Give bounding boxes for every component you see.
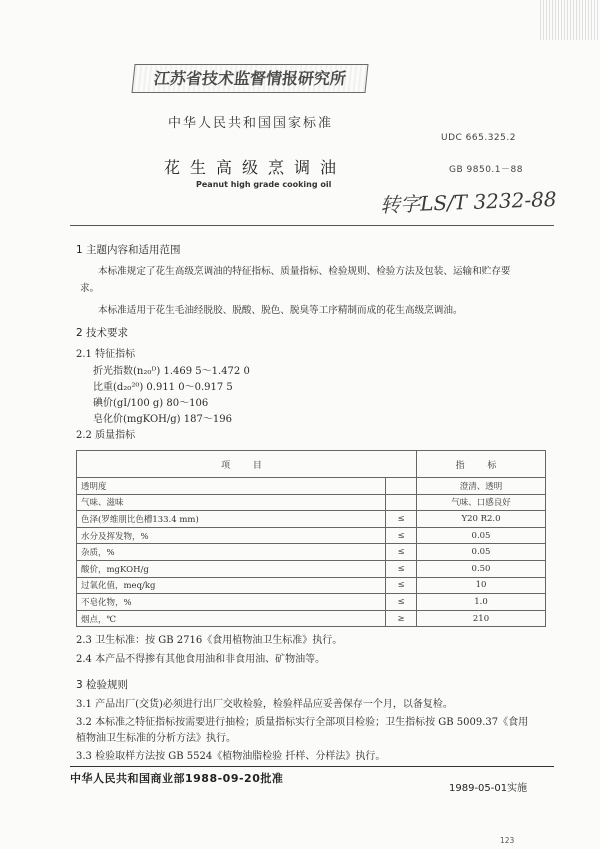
standard-name: 中华人民共和国国家标准: [168, 116, 334, 131]
table-row: [77, 594, 546, 611]
table-cell-operator: ≤: [386, 527, 417, 544]
column-header-item: 项 目: [77, 451, 417, 478]
section-1-heading: 1 主题内容和适用范围: [76, 244, 181, 256]
table-cell-operator: ≤: [386, 560, 417, 577]
table-cell-operator: ≤: [386, 544, 417, 561]
table-cell-item: 气味、滋味: [77, 494, 386, 511]
table-cell-operator: [386, 494, 417, 511]
table-cell-item: 不皂化物，%: [77, 594, 386, 611]
section-2-heading: 2 技术要求: [76, 327, 129, 339]
table-cell-item: 透明度: [77, 478, 386, 495]
table-row: [77, 544, 546, 561]
section-2-4: 2.4 本产品不得掺有其他食用油和非食用油、矿物油等。: [76, 654, 326, 665]
column-header-index: 指 标: [417, 451, 546, 478]
table-cell-item: 色泽(罗维朋比色槽133.4 mm): [77, 511, 386, 528]
saponification-value: 皂化价(mgKOH/g) 187～196: [93, 414, 232, 425]
section-1-paragraph-1-cont: 求。: [80, 283, 100, 294]
table-row: [77, 560, 546, 577]
section-1-paragraph-2: 本标准适用于花生毛油经脱胶、脱酸、脱色、脱臭等工序精制而成的花生高级烹调油。: [98, 305, 463, 316]
quality-index-table: [76, 450, 546, 627]
table-cell-value: 澄清、透明: [417, 478, 546, 495]
table-row: [77, 527, 546, 544]
footer-rule: [70, 766, 554, 767]
refractive-index: 折光指数(n₂₀ᴰ) 1.469 5～1.472 0: [93, 366, 250, 377]
specific-gravity: 比重(d₂₀²⁰) 0.911 0～0.917 5: [93, 382, 233, 393]
table-cell-operator: ≤: [386, 577, 417, 594]
table-cell-operator: ≥: [386, 610, 417, 627]
table-cell-operator: ≤: [386, 511, 417, 528]
document-title: 花生高级烹调油: [164, 158, 347, 177]
section-3-1: 3.1 产品出厂(交货)必须进行出厂交收检验，检验样品应妥善保存一个月，以备复检。: [76, 699, 453, 710]
section-2-3: 2.3 卫生标准：按 GB 2716《食用植物油卫生标准》执行。: [76, 635, 343, 646]
scan-artifact: [540, 0, 600, 40]
gb-code: GB 9850.1－88: [449, 165, 523, 175]
section-3-heading: 3 检验规则: [76, 679, 129, 691]
table-cell-value: 0.05: [417, 527, 546, 544]
section-2-2-heading: 2.2 质量指标: [76, 430, 136, 441]
table-cell-item: 烟点，℃: [77, 610, 386, 627]
section-3-2: 3.2 本标准之特征指标按需要进行抽检；质量指标实行全部项目检验；卫生指标按 GB 5009.37《食用: [76, 717, 529, 728]
effective-date: 1989-05-01实施: [449, 783, 528, 794]
table-cell-value: 1.0: [417, 594, 546, 611]
table-row: [77, 478, 546, 495]
iodine-value: 碘价(gI/100 g) 80～106: [93, 398, 209, 409]
table-cell-operator: [386, 478, 417, 495]
table-cell-item: 过氧化值，meq/kg: [77, 577, 386, 594]
header-rule: [70, 225, 554, 226]
udc-code: UDC 665.325.2: [441, 133, 516, 143]
institute-stamp: 江苏省技术监督情报研究所: [131, 64, 368, 93]
table-cell-value: 10: [417, 577, 546, 594]
table-row: [77, 610, 546, 627]
table-cell-value: 0.50: [417, 560, 546, 577]
table-header-row: [77, 451, 546, 478]
table-cell-value: Y20 R2.0: [417, 511, 546, 528]
english-title: Peanut high grade cooking oil: [196, 180, 332, 189]
section-1-paragraph-1: 本标准规定了花生高级烹调油的特征指标、质量指标、检验规则、检验方法及包装、运输和贮存要: [98, 266, 511, 277]
table-cell-value: 0.05: [417, 544, 546, 561]
table-cell-operator: ≤: [386, 594, 417, 611]
handwritten-note: 转字LS/T 3232-88: [379, 186, 557, 218]
table-cell-item: 水分及挥发物，%: [77, 527, 386, 544]
table-cell-item: 酸价，mgKOH/g: [77, 560, 386, 577]
page-number: 123: [500, 836, 515, 845]
section-3-3: 3.3 检验取样方法按 GB 5524《植物油脂检验 扦样、分样法》执行。: [76, 751, 386, 762]
section-2-1-heading: 2.1 特征指标: [76, 349, 136, 360]
table-row: [77, 577, 546, 594]
table-cell-item: 杂质，%: [77, 544, 386, 561]
table-row: [77, 511, 546, 528]
table-row: [77, 494, 546, 511]
approval-line: 中华人民共和国商业部1988-09-20批准: [70, 772, 284, 785]
table-cell-value: 气味、口感良好: [417, 494, 546, 511]
table-cell-value: 210: [417, 610, 546, 627]
section-3-2-cont: 植物油卫生标准的分析方法》执行。: [76, 733, 236, 744]
